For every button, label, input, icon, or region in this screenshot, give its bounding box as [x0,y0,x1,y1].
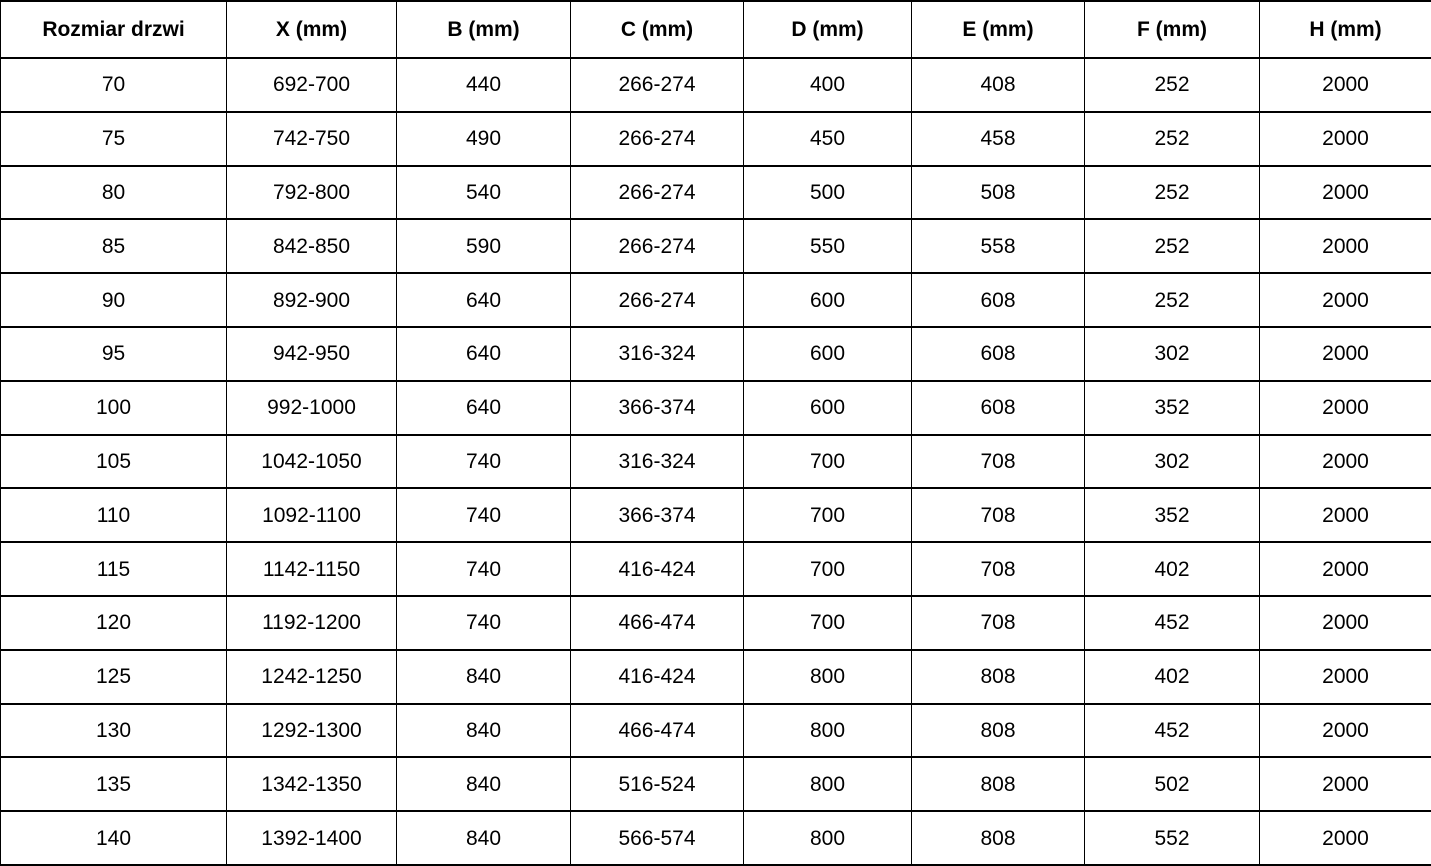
table-cell: 266-274 [571,58,744,112]
table-cell: 2000 [1260,488,1431,542]
table-cell: 742-750 [227,112,397,166]
table-cell: 452 [1085,596,1260,650]
table-row [1,273,1431,327]
table-cell: 2000 [1260,811,1431,865]
table-cell: 266-274 [571,219,744,273]
table-cell: 700 [744,596,912,650]
table-cell: 120 [1,596,227,650]
table-cell: 252 [1085,273,1260,327]
table-cell: 302 [1085,435,1260,489]
table-cell: 740 [397,435,571,489]
table-cell: 1092-1100 [227,488,397,542]
table-cell: 840 [397,811,571,865]
column-header-c-mm: C (mm) [571,1,744,58]
table-cell: 550 [744,219,912,273]
table-cell: 316-324 [571,435,744,489]
table-cell: 540 [397,166,571,220]
column-header-e-mm: E (mm) [912,1,1085,58]
table-row [1,542,1431,596]
table-cell: 1242-1250 [227,650,397,704]
table-cell: 808 [912,704,1085,758]
table-cell: 135 [1,757,227,811]
table-cell: 2000 [1260,381,1431,435]
table-cell: 808 [912,811,1085,865]
table-cell: 252 [1085,112,1260,166]
table-row [1,219,1431,273]
table-cell: 2000 [1260,435,1431,489]
table-cell: 416-424 [571,542,744,596]
table-cell: 808 [912,650,1085,704]
table-row [1,327,1431,381]
table-cell: 840 [397,650,571,704]
table-row [1,650,1431,704]
table-cell: 502 [1085,757,1260,811]
table-row [1,381,1431,435]
table-cell: 110 [1,488,227,542]
table-cell: 352 [1085,381,1260,435]
table-cell: 708 [912,542,1085,596]
table-cell: 95 [1,327,227,381]
table-cell: 692-700 [227,58,397,112]
table-cell: 1342-1350 [227,757,397,811]
table-cell: 590 [397,219,571,273]
table-row [1,166,1431,220]
table-header [1,1,1431,58]
table-cell: 1042-1050 [227,435,397,489]
table-cell: 600 [744,327,912,381]
table-cell: 1192-1200 [227,596,397,650]
column-header-h-mm: H (mm) [1260,1,1431,58]
table-cell: 140 [1,811,227,865]
table-cell: 125 [1,650,227,704]
table-cell: 402 [1085,650,1260,704]
table-body [1,58,1431,865]
table-cell: 458 [912,112,1085,166]
table-cell: 800 [744,650,912,704]
table-cell: 252 [1085,58,1260,112]
table-cell: 992-1000 [227,381,397,435]
table-cell: 808 [912,757,1085,811]
table-cell: 516-524 [571,757,744,811]
column-header-x-mm: X (mm) [227,1,397,58]
table-row [1,112,1431,166]
table-cell: 2000 [1260,596,1431,650]
table-cell: 700 [744,542,912,596]
table-cell: 252 [1085,166,1260,220]
table-cell: 640 [397,327,571,381]
table-cell: 450 [744,112,912,166]
table-cell: 700 [744,435,912,489]
table-cell: 740 [397,542,571,596]
table-cell: 408 [912,58,1085,112]
header-row [1,1,1431,58]
column-header-d-mm: D (mm) [744,1,912,58]
table-row [1,757,1431,811]
table-cell: 366-374 [571,381,744,435]
table-cell: 2000 [1260,542,1431,596]
table-cell: 792-800 [227,166,397,220]
table-cell: 708 [912,435,1085,489]
table-cell: 70 [1,58,227,112]
table-cell: 2000 [1260,327,1431,381]
table-cell: 352 [1085,488,1260,542]
table-cell: 840 [397,757,571,811]
table-cell: 608 [912,381,1085,435]
table-cell: 440 [397,58,571,112]
table-cell: 700 [744,488,912,542]
table-cell: 640 [397,273,571,327]
table-cell: 75 [1,112,227,166]
table-cell: 840 [397,704,571,758]
table-cell: 2000 [1260,757,1431,811]
table-cell: 608 [912,273,1085,327]
table-cell: 608 [912,327,1085,381]
table-cell: 1392-1400 [227,811,397,865]
table-cell: 452 [1085,704,1260,758]
table-row [1,435,1431,489]
table-cell: 402 [1085,542,1260,596]
table-cell: 2000 [1260,58,1431,112]
table-cell: 708 [912,488,1085,542]
table-cell: 2000 [1260,166,1431,220]
table-cell: 640 [397,381,571,435]
table-cell: 2000 [1260,273,1431,327]
table-cell: 800 [744,811,912,865]
table-cell: 708 [912,596,1085,650]
table-cell: 466-474 [571,596,744,650]
table-cell: 2000 [1260,112,1431,166]
table-row [1,811,1431,865]
table-cell: 266-274 [571,112,744,166]
table-cell: 90 [1,273,227,327]
table-cell: 552 [1085,811,1260,865]
table-cell: 842-850 [227,219,397,273]
table-cell: 130 [1,704,227,758]
table-cell: 302 [1085,327,1260,381]
table-cell: 1292-1300 [227,704,397,758]
table-cell: 508 [912,166,1085,220]
column-header-b-mm: B (mm) [397,1,571,58]
table-cell: 2000 [1260,704,1431,758]
table-cell: 80 [1,166,227,220]
column-header-rozmiar-drzwi: Rozmiar drzwi [1,1,227,58]
table-cell: 600 [744,381,912,435]
table-cell: 115 [1,542,227,596]
table-cell: 266-274 [571,166,744,220]
table-cell: 416-424 [571,650,744,704]
table-cell: 105 [1,435,227,489]
table-row [1,58,1431,112]
table-cell: 2000 [1260,650,1431,704]
table-cell: 252 [1085,219,1260,273]
table-cell: 740 [397,488,571,542]
table-cell: 500 [744,166,912,220]
table-row [1,596,1431,650]
table-cell: 800 [744,757,912,811]
table-cell: 366-374 [571,488,744,542]
table-row [1,488,1431,542]
table-cell: 942-950 [227,327,397,381]
table-cell: 566-574 [571,811,744,865]
table-cell: 2000 [1260,219,1431,273]
table-row [1,704,1431,758]
table-cell: 892-900 [227,273,397,327]
table-cell: 400 [744,58,912,112]
table-cell: 266-274 [571,273,744,327]
table-cell: 1142-1150 [227,542,397,596]
table-cell: 800 [744,704,912,758]
table-cell: 558 [912,219,1085,273]
table-cell: 600 [744,273,912,327]
table-cell: 85 [1,219,227,273]
table-cell: 740 [397,596,571,650]
table-cell: 316-324 [571,327,744,381]
table-cell: 490 [397,112,571,166]
column-header-f-mm: F (mm) [1085,1,1260,58]
table-cell: 466-474 [571,704,744,758]
table-cell: 100 [1,381,227,435]
